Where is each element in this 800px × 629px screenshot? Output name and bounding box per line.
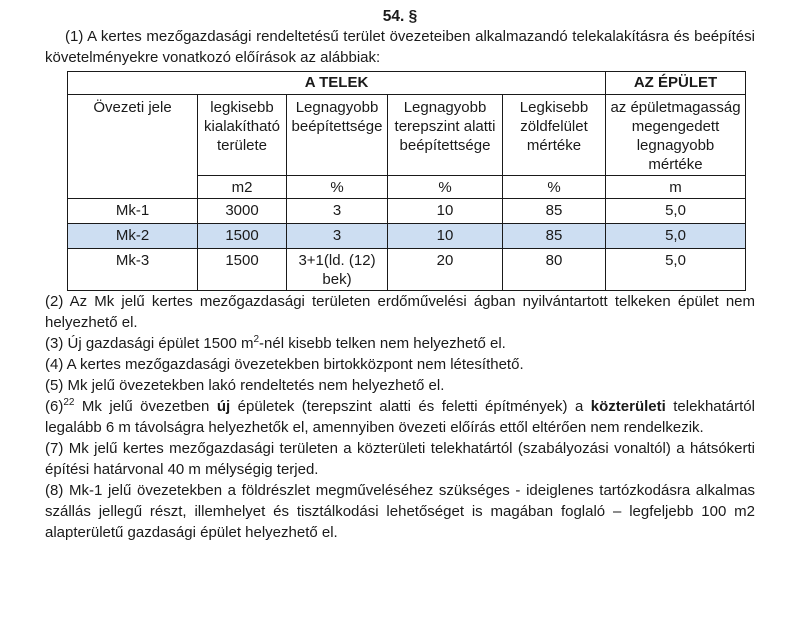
paragraph-2: (2) Az Mk jelű kertes mezőgazdasági területen erdőművelési ágban nyilvántartott telkeken épület nem helyezhető el. — [45, 293, 755, 331]
table-row-mk3 — [68, 249, 746, 291]
cell-zone: Mk-2 — [68, 224, 198, 249]
cell-zone: Mk-1 — [68, 199, 198, 224]
cell-coverage: 3 — [287, 224, 388, 249]
paragraph-6 — [45, 396, 755, 438]
paragraph-6-number: (6) — [45, 398, 64, 415]
paragraph-3 — [45, 333, 755, 354]
unit-cell-coverage: % — [287, 176, 388, 199]
paragraph-3-text: (3) Új gazdasági épület 1500 m — [45, 335, 254, 352]
superscript-2: 2 — [253, 334, 260, 345]
cell-below-grade: 10 — [388, 199, 503, 224]
cell-area: 3000 — [198, 199, 287, 224]
cell-area: 1500 — [198, 224, 287, 249]
table-column-header-row — [68, 95, 746, 176]
cell-coverage: 3 — [287, 199, 388, 224]
cell-green: 85 — [503, 199, 606, 224]
cell-below-grade: 20 — [388, 249, 503, 291]
col-header-max-below-grade: Legnagyobb terepszint alatti beépítettsége — [388, 95, 503, 176]
col-header-max-coverage: Legnagyobb beépítettsége — [287, 95, 388, 176]
paragraph-6-text: Mk jelű övezetben — [74, 398, 217, 415]
cell-coverage: 3+1(ld. (12) bek) — [287, 249, 388, 291]
paragraph-6-text-end: telekhatártól legalább 6 m távolságra helyezhetők el, amennyiben övezeti előírás ettől eltérően nem rendelkezik. — [45, 398, 755, 436]
paragraph-6-bold-kozteruleti: közterületi — [590, 398, 666, 415]
cell-area: 1500 — [198, 249, 287, 291]
paragraph-5: (5) Mk jelű övezetekben lakó rendeltetés nem helyezhető el. — [45, 377, 445, 394]
table-group-header-row — [68, 72, 746, 95]
unit-cell-below-grade: % — [388, 176, 503, 199]
section-title: 54. § — [382, 8, 418, 25]
paragraph-4: (4) A kertes mezőgazdasági övezetekben birtokközpont nem létesíthető. — [45, 356, 524, 373]
paragraph-7: (7) Mk jelű kertes mezőgazdasági területen a közterületi telekhatártól (szabályozási vonaltól) a hátsókerti építési határvonal 40 m mélységig terjed. — [45, 440, 755, 478]
unit-cell-area: m2 — [198, 176, 287, 199]
col-header-min-green: Legkisebb zöldfelület mértéke — [503, 95, 606, 176]
group-header-telek: A TELEK — [68, 72, 606, 95]
footnote-ref-22: 22 — [63, 397, 75, 408]
col-header-max-height: az épületmagasság megengedett legnagyobb mértéke — [606, 95, 746, 176]
paragraph-1: (1) A kertes mezőgazdasági rendeltetésű terület övezeteiben alkalmazandó telekalakításra és beépítési követelményekre vonatkozó előírások az alábbiak: — [45, 28, 755, 66]
unit-cell-green: % — [503, 176, 606, 199]
table-row-mk1 — [68, 199, 746, 224]
unit-cell-height: m — [606, 176, 746, 199]
cell-height: 5,0 — [606, 199, 746, 224]
cell-below-grade: 10 — [388, 224, 503, 249]
cell-green: 80 — [503, 249, 606, 291]
cell-green: 85 — [503, 224, 606, 249]
cell-height: 5,0 — [606, 249, 746, 291]
table-row-mk2 — [68, 224, 746, 249]
paragraph-8: (8) Mk-1 jelű övezetekben a földrészlet megműveléséhez szükséges - ideiglenes tartózkodásra alkalmas szállás jellegű részt, illemhelyet és tisztálkodási lehetőséget is magában foglaló – legfeljebb 100 m2 alapterületű gazdasági épület helyezhető el. — [45, 482, 755, 541]
group-header-epulet: AZ ÉPÜLET — [606, 72, 746, 95]
col-header-min-area: legkisebb kialakítható területe — [198, 95, 287, 176]
paragraph-3-text-cont: -nél kisebb telken nem helyezhető el. — [259, 335, 506, 352]
paragraph-6-text-cont: épületek (terepszint alatti és feletti építmények) a — [230, 398, 591, 415]
cell-zone: Mk-3 — [68, 249, 198, 291]
col-header-zone: Övezeti jele — [68, 95, 198, 199]
cell-height: 5,0 — [606, 224, 746, 249]
zoning-parameters-table — [67, 71, 746, 291]
paragraph-6-bold-uj: új — [216, 398, 231, 415]
